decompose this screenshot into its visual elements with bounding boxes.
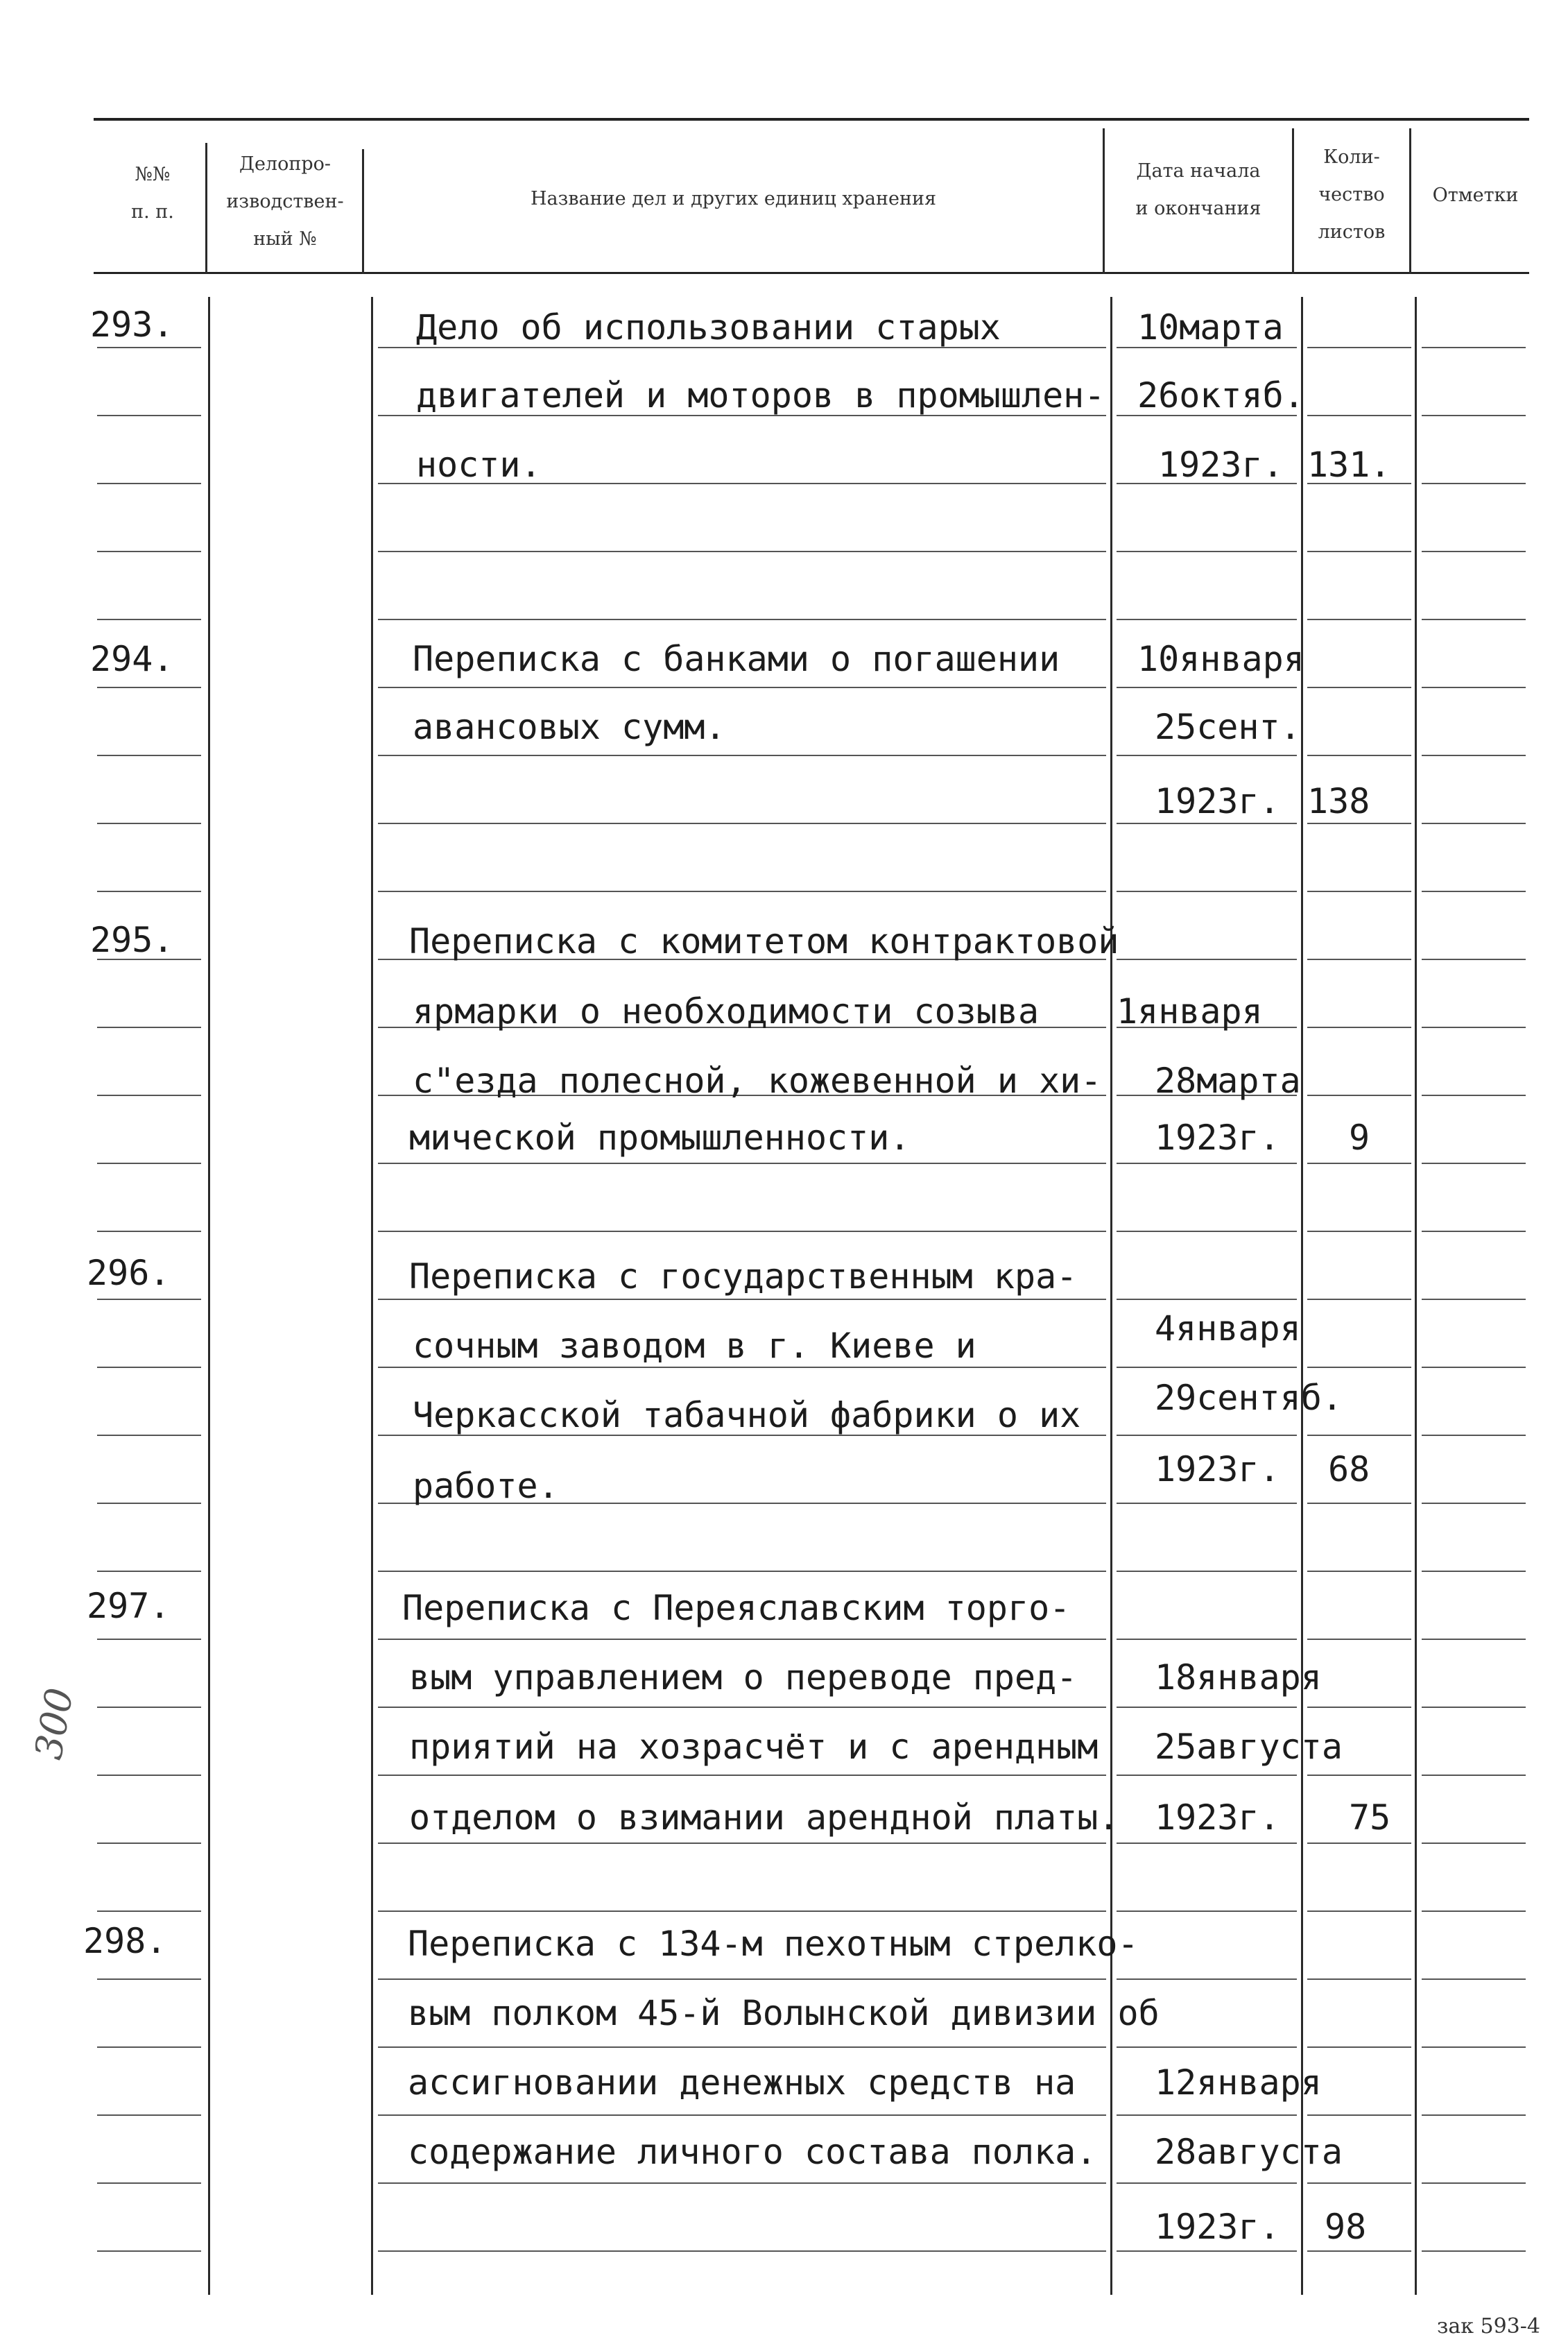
record-title-line: содержание личного состава полка. bbox=[408, 2132, 1097, 2172]
ruled-line bbox=[1117, 1910, 1297, 1912]
ruled-line bbox=[378, 2046, 1106, 2048]
ruled-line bbox=[1117, 1299, 1297, 1300]
header-col-notes: Отметки bbox=[1432, 185, 1519, 206]
ruled-line bbox=[378, 1978, 1106, 1980]
ruled-line bbox=[97, 415, 201, 416]
ruled-line bbox=[378, 1571, 1106, 1572]
ruled-line bbox=[1307, 415, 1411, 416]
ruled-line bbox=[1307, 1775, 1411, 1776]
ruled-line bbox=[1422, 1503, 1526, 1504]
record-number: 294. bbox=[90, 639, 174, 679]
ruled-line bbox=[97, 1435, 201, 1436]
record-title-line: Переписка с государственным кра- bbox=[409, 1256, 1078, 1297]
ruled-line bbox=[378, 1910, 1106, 1912]
ruled-line bbox=[1307, 959, 1411, 960]
ruled-line bbox=[378, 687, 1106, 688]
ruled-line bbox=[1117, 1707, 1297, 1708]
ruled-line bbox=[1117, 619, 1297, 620]
ruled-line bbox=[1117, 1435, 1297, 1436]
record-title-line: сочным заводом в г. Киеве и bbox=[413, 1326, 976, 1366]
ruled-line bbox=[1307, 1027, 1411, 1028]
ruled-line bbox=[1422, 1571, 1526, 1572]
record-title-line: ности. bbox=[416, 445, 542, 485]
ruled-line bbox=[97, 2250, 201, 2252]
ruled-line bbox=[378, 2182, 1106, 2184]
ruled-line bbox=[1422, 551, 1526, 552]
ruled-line bbox=[1422, 2250, 1526, 2252]
body-divider-4 bbox=[1301, 297, 1303, 2295]
header-col-office-number: Делопро- изводствен- ный № bbox=[226, 153, 344, 250]
record-title-line: двигателей и моторов в промышлен- bbox=[416, 375, 1105, 416]
ruled-line bbox=[97, 551, 201, 552]
record-date-start: 18января bbox=[1155, 1657, 1322, 1698]
record-sheet-count: 68 bbox=[1328, 1449, 1370, 1489]
ruled-line bbox=[378, 1299, 1106, 1300]
record-date-end: 26октяб. bbox=[1137, 375, 1304, 416]
ruled-line bbox=[378, 2114, 1106, 2116]
record-date-end: 28августа bbox=[1155, 2132, 1343, 2172]
record-date-end: 28марта bbox=[1155, 1061, 1301, 1101]
record-title-line: ярмарки о необходимости созыва bbox=[413, 991, 1040, 1032]
ruled-line bbox=[97, 483, 201, 484]
record-date-year: 1923г. bbox=[1155, 2207, 1280, 2247]
ruled-line bbox=[378, 619, 1106, 620]
ruled-line bbox=[97, 755, 201, 756]
ruled-line bbox=[1422, 2182, 1526, 2184]
ruled-line bbox=[97, 1299, 201, 1300]
ruled-line bbox=[1307, 1095, 1411, 1096]
record-title-line: приятий на хозрасчёт и с арендным bbox=[409, 1727, 1099, 1767]
ruled-line bbox=[1117, 1978, 1297, 1980]
header-col-title: Название дел и других единиц хранения bbox=[530, 188, 937, 210]
ruled-line bbox=[1307, 891, 1411, 892]
ruled-line bbox=[97, 1843, 201, 1844]
ruled-line bbox=[1422, 347, 1526, 348]
body-divider-2 bbox=[371, 297, 373, 2295]
ruled-line bbox=[1422, 1367, 1526, 1368]
record-date-start: 1января bbox=[1117, 991, 1263, 1032]
ruled-line bbox=[97, 1027, 201, 1028]
record-title-line: Черкасской табачной фабрики о их bbox=[413, 1395, 1081, 1435]
footer-order-number: зак 593-4 bbox=[1436, 2314, 1540, 2339]
ruled-line bbox=[97, 347, 201, 348]
ruled-line bbox=[1307, 1910, 1411, 1912]
record-date-start: 10января bbox=[1137, 639, 1304, 679]
ruled-line bbox=[378, 1707, 1106, 1708]
record-date-end: 29сентяб. bbox=[1155, 1378, 1343, 1418]
header-col-sheet-count: Коли- чество листов bbox=[1318, 146, 1386, 243]
record-title-line: отделом о взимании арендной платы. bbox=[409, 1797, 1119, 1838]
ruled-line bbox=[97, 1775, 201, 1776]
ruled-line bbox=[378, 823, 1106, 824]
ruled-line bbox=[1422, 1095, 1526, 1096]
record-date-year: 1923г. bbox=[1155, 1118, 1280, 1158]
ruled-line bbox=[1117, 1231, 1297, 1232]
header-divider-4 bbox=[1292, 128, 1294, 274]
ruled-line bbox=[1117, 1639, 1297, 1640]
ruled-line bbox=[1307, 1843, 1411, 1844]
record-number: 295. bbox=[90, 920, 174, 960]
record-sheet-count: 131. bbox=[1307, 445, 1391, 485]
ruled-line bbox=[97, 1231, 201, 1232]
header-divider-3 bbox=[1103, 128, 1105, 274]
ruled-line bbox=[1117, 2250, 1297, 2252]
ruled-line bbox=[1422, 483, 1526, 484]
ruled-line bbox=[1307, 1163, 1411, 1164]
record-title-line: Переписка с Переяславским торго- bbox=[402, 1588, 1071, 1628]
ruled-line bbox=[1422, 1163, 1526, 1164]
record-date-year: 1923г. bbox=[1155, 1449, 1280, 1489]
ruled-line bbox=[1117, 1843, 1297, 1844]
header-col-dates: Дата начала и окончания bbox=[1135, 160, 1261, 219]
body-divider-5 bbox=[1415, 297, 1417, 2295]
ruled-line bbox=[1117, 823, 1297, 824]
record-title-line: работе. bbox=[413, 1466, 559, 1506]
ruled-line bbox=[1422, 687, 1526, 688]
ruled-line bbox=[1422, 1910, 1526, 1912]
ruled-line bbox=[97, 1910, 201, 1912]
ruled-line bbox=[97, 687, 201, 688]
record-date-year: 1923г. bbox=[1155, 1797, 1280, 1838]
record-sheet-count: 98 bbox=[1325, 2207, 1367, 2247]
header-divider-1 bbox=[205, 143, 207, 273]
record-number: 296. bbox=[87, 1253, 171, 1293]
header-divider-2 bbox=[362, 149, 364, 274]
ruled-line bbox=[97, 823, 201, 824]
ruled-line bbox=[97, 2046, 201, 2048]
record-date-end: 25сент. bbox=[1155, 707, 1301, 747]
ruled-line bbox=[97, 1367, 201, 1368]
ruled-line bbox=[1117, 1571, 1297, 1572]
ruled-line bbox=[97, 1571, 201, 1572]
record-date-end: 25августа bbox=[1155, 1727, 1343, 1767]
record-title-line: авансовых сумм. bbox=[413, 707, 726, 747]
record-date-start: 10марта bbox=[1137, 307, 1284, 348]
record-number: 297. bbox=[87, 1586, 171, 1626]
ruled-line bbox=[1422, 2114, 1526, 2116]
ruled-line bbox=[97, 1639, 201, 1640]
ruled-line bbox=[1422, 1843, 1526, 1844]
ruled-line bbox=[1117, 1503, 1297, 1504]
ruled-line bbox=[1117, 2046, 1297, 2048]
ruled-line bbox=[378, 755, 1106, 756]
ruled-line bbox=[1422, 1231, 1526, 1232]
ruled-line bbox=[1307, 755, 1411, 756]
record-title-line: ассигновании денежных средств на bbox=[408, 2062, 1076, 2103]
ruled-line bbox=[1307, 2182, 1411, 2184]
ruled-line bbox=[97, 891, 201, 892]
ruled-line bbox=[1307, 1367, 1411, 1368]
record-date-year: 1923г. bbox=[1158, 445, 1284, 485]
ruled-line bbox=[97, 619, 201, 620]
record-title-line: с"езда полесной, кожевенной и хи- bbox=[413, 1061, 1102, 1101]
handwritten-page-number: 300 bbox=[26, 1684, 82, 1763]
ruled-line bbox=[1307, 1435, 1411, 1436]
ruled-line bbox=[1307, 619, 1411, 620]
ruled-line bbox=[97, 1095, 201, 1096]
ruled-line bbox=[378, 1231, 1106, 1232]
ruled-line bbox=[97, 2182, 201, 2184]
ruled-line bbox=[378, 1843, 1106, 1844]
ruled-line bbox=[1117, 959, 1297, 960]
ruled-line bbox=[1422, 959, 1526, 960]
ruled-line bbox=[1422, 1027, 1526, 1028]
ruled-line bbox=[378, 2250, 1106, 2252]
ruled-line bbox=[1117, 1367, 1297, 1368]
ruled-line bbox=[1117, 755, 1297, 756]
ruled-line bbox=[378, 551, 1106, 552]
record-title-line: вым полком 45-й Волынской дивизии об bbox=[408, 1993, 1160, 2033]
ruled-line bbox=[1422, 1775, 1526, 1776]
ruled-line bbox=[1307, 1231, 1411, 1232]
record-sheet-count: 9 bbox=[1349, 1118, 1370, 1158]
ruled-line bbox=[1307, 823, 1411, 824]
record-title-line: Переписка с комитетом контрактовой bbox=[409, 921, 1119, 961]
ruled-line bbox=[1117, 891, 1297, 892]
record-number: 298. bbox=[83, 1921, 167, 1961]
ruled-line bbox=[1422, 415, 1526, 416]
record-date-year: 1923г. bbox=[1155, 781, 1280, 821]
ruled-line bbox=[1307, 1571, 1411, 1572]
header-divider-5 bbox=[1409, 128, 1411, 274]
ruled-line bbox=[1117, 2182, 1297, 2184]
ruled-line bbox=[378, 1775, 1106, 1776]
ruled-line bbox=[1307, 551, 1411, 552]
record-title-line: Переписка с банками о погашении bbox=[413, 639, 1060, 679]
ruled-line bbox=[1422, 1299, 1526, 1300]
ruled-line bbox=[1117, 687, 1297, 688]
ruled-line bbox=[97, 1978, 201, 1980]
record-date-start: 12января bbox=[1155, 2062, 1322, 2103]
ruled-line bbox=[1422, 755, 1526, 756]
record-title-line: мической промышленности. bbox=[409, 1118, 911, 1158]
ruled-line bbox=[1422, 1707, 1526, 1708]
ruled-line bbox=[1422, 2046, 1526, 2048]
record-title-line: вым управлением о переводе пред- bbox=[409, 1657, 1078, 1698]
ruled-line bbox=[1307, 2046, 1411, 2048]
record-title-line: Дело об использовании старых bbox=[416, 307, 1001, 348]
ruled-line bbox=[1422, 1435, 1526, 1436]
record-title-line: Переписка с 134-м пехотным стрелко- bbox=[408, 1924, 1139, 1964]
ruled-line bbox=[97, 2114, 201, 2116]
record-number: 293. bbox=[90, 305, 174, 345]
ruled-line bbox=[1307, 1299, 1411, 1300]
ruled-line bbox=[1307, 2250, 1411, 2252]
ruled-line bbox=[1117, 551, 1297, 552]
ruled-line bbox=[1307, 1503, 1411, 1504]
ruled-line bbox=[1422, 1978, 1526, 1980]
record-date-start: 4января bbox=[1155, 1308, 1301, 1349]
ruled-line bbox=[378, 1367, 1106, 1368]
header-col-number: №№ п. п. bbox=[131, 164, 174, 223]
record-sheet-count: 138 bbox=[1307, 781, 1370, 821]
ruled-line bbox=[378, 1163, 1106, 1164]
ruled-line bbox=[1422, 891, 1526, 892]
ruled-line bbox=[1422, 823, 1526, 824]
ruled-line bbox=[1422, 1639, 1526, 1640]
ruled-line bbox=[1307, 1639, 1411, 1640]
ruled-line bbox=[1117, 2114, 1297, 2116]
body-divider-1 bbox=[208, 297, 210, 2295]
ruled-line bbox=[378, 891, 1106, 892]
header-bottom-rule bbox=[94, 272, 1529, 274]
ruled-line bbox=[1422, 619, 1526, 620]
record-sheet-count: 75 bbox=[1349, 1797, 1391, 1838]
ruled-line bbox=[1307, 347, 1411, 348]
ruled-line bbox=[1117, 1775, 1297, 1776]
ruled-line bbox=[378, 1639, 1106, 1640]
ruled-line bbox=[97, 1503, 201, 1504]
ruled-line bbox=[1307, 2114, 1411, 2116]
ruled-line bbox=[97, 1163, 201, 1164]
ruled-line bbox=[1307, 1707, 1411, 1708]
ruled-line bbox=[1307, 1978, 1411, 1980]
ruled-line bbox=[97, 1707, 201, 1708]
ruled-line bbox=[1307, 687, 1411, 688]
ruled-line bbox=[1117, 1163, 1297, 1164]
header-top-rule bbox=[94, 118, 1529, 121]
